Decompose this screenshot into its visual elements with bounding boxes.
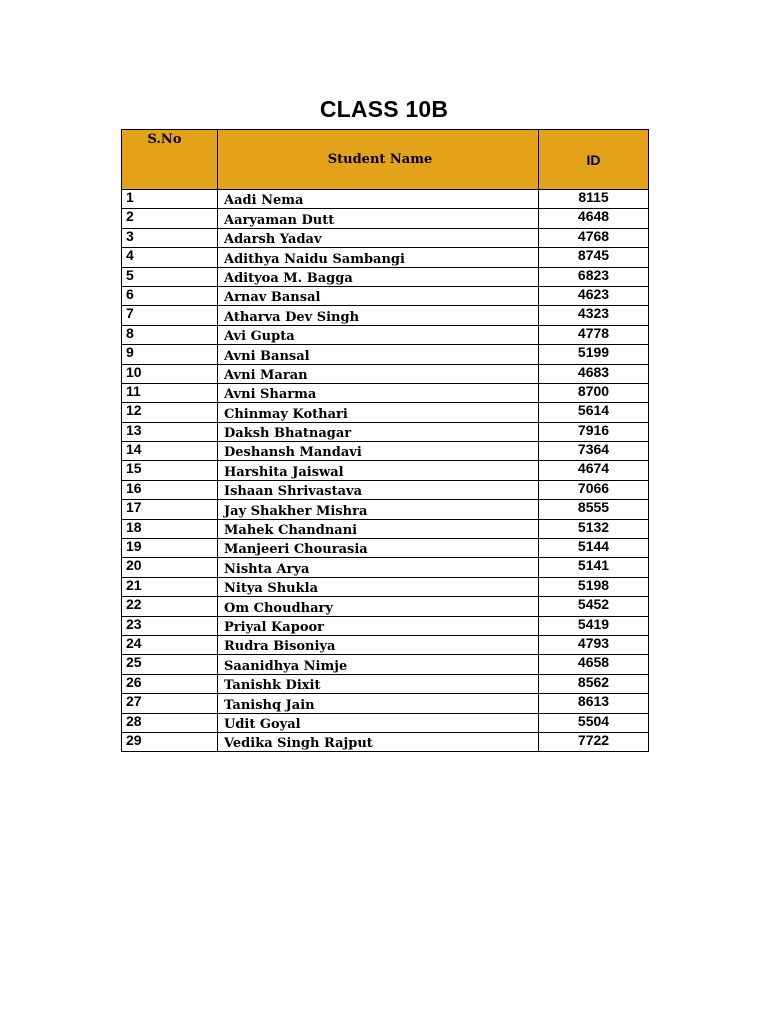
table-row [122, 655, 649, 674]
row-student-name-cell: Udit Goyal [218, 713, 539, 732]
row-sno-cell: 26 [122, 674, 218, 693]
row-student-name-cell: Priyal Kapoor [218, 616, 539, 635]
row-sno-cell: 25 [122, 655, 218, 674]
page-title: CLASS 10B [319, 96, 449, 122]
table-row [122, 345, 649, 364]
row-sno-cell: 23 [122, 616, 218, 635]
row-sno-cell: 10 [122, 364, 218, 383]
column-header-sno: S.No [122, 130, 218, 190]
row-student-name-cell: Avni Maran [218, 364, 539, 383]
row-id-cell: 4623 [539, 286, 649, 305]
column-header-student-name: Student Name [218, 130, 539, 190]
row-student-name-cell: Harshita Jaiswal [218, 461, 539, 480]
row-sno-cell: 21 [122, 577, 218, 596]
row-id-cell: 5614 [539, 403, 649, 422]
row-id-cell: 8700 [539, 383, 649, 402]
table-row [122, 209, 649, 228]
row-id-cell: 5199 [539, 345, 649, 364]
row-sno-cell: 2 [122, 209, 218, 228]
row-sno-cell: 22 [122, 597, 218, 616]
row-sno-cell: 27 [122, 694, 218, 713]
row-id-cell: 8613 [539, 694, 649, 713]
row-student-name-cell: Atharva Dev Singh [218, 306, 539, 325]
table-body [122, 190, 649, 752]
row-sno-cell: 28 [122, 713, 218, 732]
row-sno-cell: 9 [122, 345, 218, 364]
table-row [122, 190, 649, 209]
row-student-name-cell: Adithya Naidu Sambangi [218, 248, 539, 267]
row-id-cell: 7066 [539, 480, 649, 499]
row-id-cell: 4648 [539, 209, 649, 228]
row-student-name-cell: Saanidhya Nimje [218, 655, 539, 674]
row-sno-cell: 12 [122, 403, 218, 422]
table-row [122, 558, 649, 577]
table-row [122, 383, 649, 402]
table-row [122, 325, 649, 344]
row-student-name-cell: Aaryaman Dutt [218, 209, 539, 228]
row-student-name-cell: Adarsh Yadav [218, 228, 539, 247]
table-row [122, 248, 649, 267]
table-row [122, 713, 649, 732]
row-id-cell: 8115 [539, 190, 649, 209]
table-row [122, 635, 649, 654]
row-student-name-cell: Deshansh Mandavi [218, 442, 539, 461]
row-id-cell: 5452 [539, 597, 649, 616]
table-row [122, 364, 649, 383]
row-student-name-cell: Tanishq Jain [218, 694, 539, 713]
row-id-cell: 5132 [539, 519, 649, 538]
row-id-cell: 5141 [539, 558, 649, 577]
row-sno-cell: 13 [122, 422, 218, 441]
row-student-name-cell: Avi Gupta [218, 325, 539, 344]
row-student-name-cell: Nishta Arya [218, 558, 539, 577]
row-student-name-cell: Arnav Bansal [218, 286, 539, 305]
row-student-name-cell: Avni Bansal [218, 345, 539, 364]
row-sno-cell: 14 [122, 442, 218, 461]
row-student-name-cell: Jay Shakher Mishra [218, 500, 539, 519]
row-student-name-cell: Mahek Chandnani [218, 519, 539, 538]
table-row [122, 442, 649, 461]
row-id-cell: 4793 [539, 635, 649, 654]
row-sno-cell: 16 [122, 480, 218, 499]
row-sno-cell: 20 [122, 558, 218, 577]
row-student-name-cell: Manjeeri Chourasia [218, 539, 539, 558]
row-sno-cell: 11 [122, 383, 218, 402]
table-row [122, 461, 649, 480]
row-id-cell: 4768 [539, 228, 649, 247]
row-student-name-cell: Ishaan Shrivastava [218, 480, 539, 499]
column-header-id: ID [539, 130, 649, 190]
row-student-name-cell: Nitya Shukla [218, 577, 539, 596]
row-sno-cell: 1 [122, 190, 218, 209]
table-row [122, 539, 649, 558]
row-student-name-cell: Vedika Singh Rajput [218, 732, 539, 751]
header-row [122, 130, 649, 190]
table-row [122, 403, 649, 422]
row-id-cell: 7364 [539, 442, 649, 461]
row-id-cell: 6823 [539, 267, 649, 286]
table-row [122, 267, 649, 286]
table-row [122, 519, 649, 538]
row-sno-cell: 5 [122, 267, 218, 286]
row-id-cell: 8555 [539, 500, 649, 519]
row-sno-cell: 4 [122, 248, 218, 267]
row-sno-cell: 7 [122, 306, 218, 325]
table-header [122, 130, 649, 190]
table-row [122, 306, 649, 325]
row-sno-cell: 19 [122, 539, 218, 558]
row-id-cell: 5144 [539, 539, 649, 558]
row-sno-cell: 17 [122, 500, 218, 519]
row-sno-cell: 29 [122, 732, 218, 751]
row-id-cell: 5504 [539, 713, 649, 732]
row-sno-cell: 3 [122, 228, 218, 247]
row-id-cell: 4674 [539, 461, 649, 480]
row-id-cell: 4683 [539, 364, 649, 383]
table-row [122, 732, 649, 751]
row-id-cell: 7722 [539, 732, 649, 751]
row-id-cell: 4778 [539, 325, 649, 344]
table-row [122, 228, 649, 247]
table-row [122, 597, 649, 616]
table-row [122, 674, 649, 693]
row-sno-cell: 6 [122, 286, 218, 305]
row-student-name-cell: Om Choudhary [218, 597, 539, 616]
row-sno-cell: 18 [122, 519, 218, 538]
row-id-cell: 5198 [539, 577, 649, 596]
row-id-cell: 7916 [539, 422, 649, 441]
row-student-name-cell: Daksh Bhatnagar [218, 422, 539, 441]
row-sno-cell: 24 [122, 635, 218, 654]
row-id-cell: 4658 [539, 655, 649, 674]
row-sno-cell: 8 [122, 325, 218, 344]
table-row [122, 694, 649, 713]
row-student-name-cell: Aadi Nema [218, 190, 539, 209]
table-row [122, 616, 649, 635]
student-table [121, 129, 649, 752]
row-id-cell: 4323 [539, 306, 649, 325]
row-student-name-cell: Rudra Bisoniya [218, 635, 539, 654]
table-row [122, 480, 649, 499]
row-id-cell: 5419 [539, 616, 649, 635]
row-id-cell: 8562 [539, 674, 649, 693]
row-student-name-cell: Tanishk Dixit [218, 674, 539, 693]
row-student-name-cell: Adityoa M. Bagga [218, 267, 539, 286]
table-row [122, 577, 649, 596]
table-row [122, 500, 649, 519]
row-student-name-cell: Avni Sharma [218, 383, 539, 402]
table-row [122, 286, 649, 305]
row-id-cell: 8745 [539, 248, 649, 267]
table-row [122, 422, 649, 441]
row-sno-cell: 15 [122, 461, 218, 480]
row-student-name-cell: Chinmay Kothari [218, 403, 539, 422]
